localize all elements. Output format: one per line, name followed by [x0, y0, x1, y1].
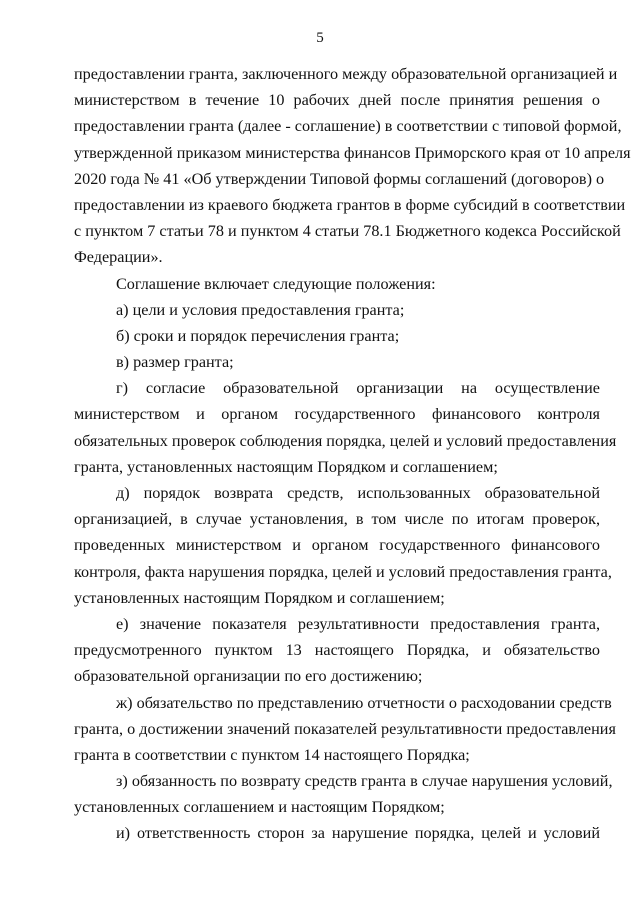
text-line: Федерации».: [74, 248, 163, 267]
text-line: установленных соглашением и настоящим Порядком;: [74, 798, 445, 817]
text-line: г) согласие образовательной организации на осуществление: [116, 379, 600, 398]
text-line: организацией, в случае установления, в том числе по итогам проверок,: [74, 510, 600, 529]
text-line: министерством в течение 10 рабочих дней после принятия решения о: [74, 91, 600, 110]
text-line: предоставлении гранта (далее - соглашение) в соответствии с типовой формой,: [74, 117, 622, 136]
text-line: предоставлении гранта, заключенного между образовательной организацией и: [74, 65, 618, 83]
text-line: з) обязанность по возврату средств гранта в случае нарушения условий,: [116, 772, 613, 791]
text-line: установленных настоящим Порядком и соглашением;: [74, 588, 445, 607]
page-number: 5: [316, 30, 324, 46]
text-line: предусмотренного пунктом 13 настоящего Порядка, и обязательство: [74, 641, 600, 660]
text-line: б) сроки и порядок перечисления гранта;: [116, 326, 400, 345]
text-line: с пунктом 7 статьи 78 и пунктом 4 статьи 78.1 Бюджетного кодекса Российской: [74, 222, 621, 241]
text-line: обязательных проверок соблюдения порядка, целей и условий предоставления: [74, 431, 617, 450]
text-line: гранта, о достижении значений показателей результативности предоставления: [74, 719, 616, 738]
text-line: 2020 года № 41 «Об утверждении Типовой формы соглашений (договоров) о: [74, 169, 605, 188]
text-line: предоставлении из краевого бюджета грантов в форме субсидий в соответствии: [74, 195, 626, 214]
text-line: гранта в соответствии с пунктом 14 настоящего Порядка;: [74, 745, 470, 764]
text-line: Соглашение включает следующие положения:: [116, 274, 436, 293]
document-body: [74, 61, 631, 847]
text-line: ж) обязательство по представлению отчетности о расходовании средств: [116, 693, 612, 712]
text-line: утвержденной приказом министерства финансов Приморского края от 10 апреля: [74, 143, 631, 162]
text-line: в) размер гранта;: [116, 353, 234, 372]
text-line: и) ответственность сторон за нарушение порядка, целей и условий: [116, 824, 600, 843]
text-line: образовательной организации по его достижению;: [74, 667, 423, 686]
text-line: контроля, факта нарушения порядка, целей и условий предоставления гранта,: [74, 562, 612, 581]
text-line: гранта, установленных настоящим Порядком и соглашением;: [74, 457, 498, 476]
text-line: а) цели и условия предоставления гранта;: [116, 300, 405, 319]
text-line: проведенных министерством и органом государственного финансового: [74, 536, 600, 555]
text-line: министерством и органом государственного финансового контроля: [74, 405, 600, 424]
text-line: е) значение показателя результативности предоставления гранта,: [116, 614, 600, 633]
text-line: д) порядок возврата средств, использованных образовательной: [116, 484, 600, 502]
